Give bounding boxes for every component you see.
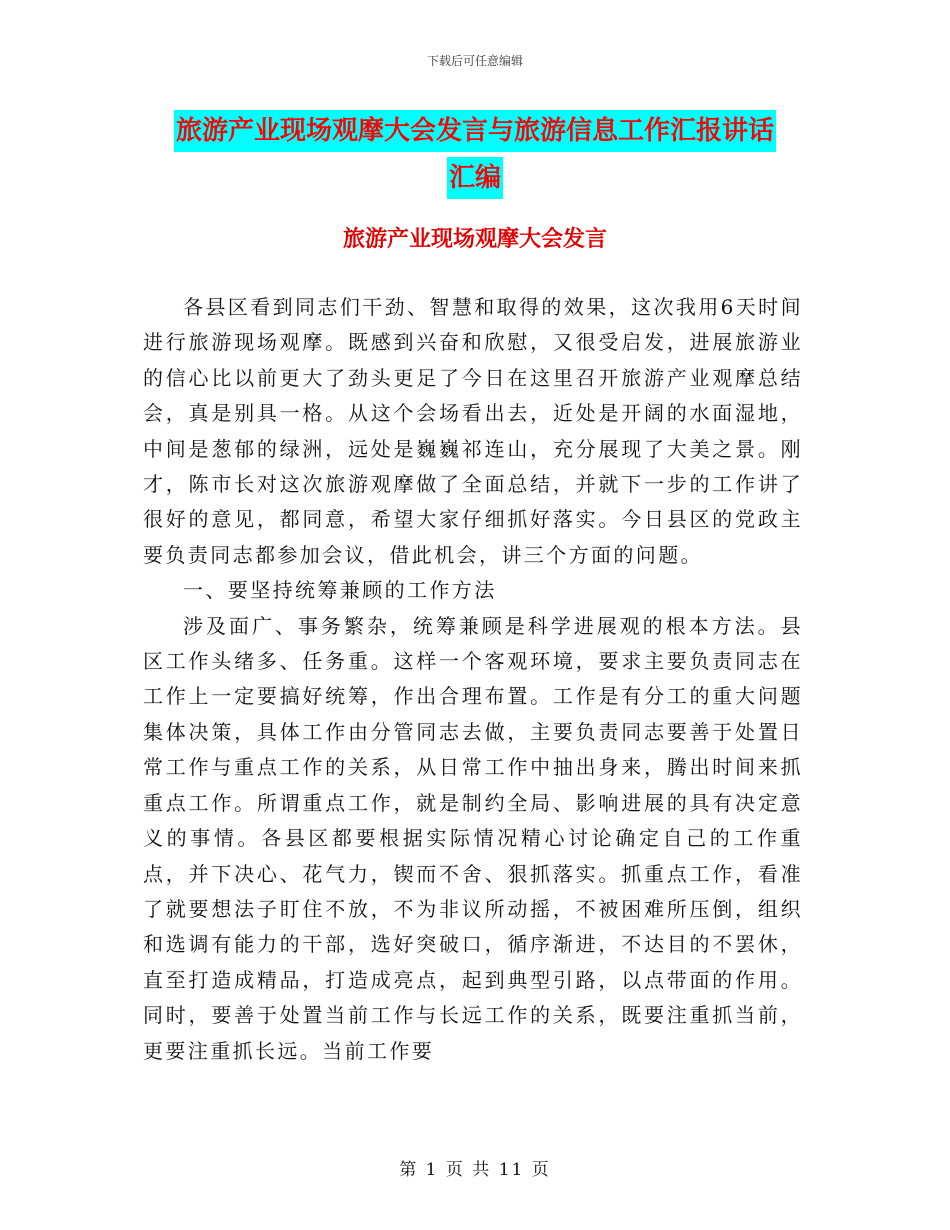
paragraph: 各县区看到同志们干劲、智慧和取得的效果，这次我用6天时间进行旅游现场观摩。既感到兴奋和欣慰，又很受启发，进展旅游业的信心比以前更大了劲头更足了今日在这里召开旅游产业观摩总结会，真是别具一格。从这个会场看出去，近处是开阔的水面湿地，中间是葱郁的绿洲，远处是巍巍祁连山，充分展现了大美之景。刚才，陈市长对这次旅游观摩做了全面总结，并就下一步的工作讲了很好的意见，都同意，希望大家仔细抓好落实。今日县区的党政主要负责同志都参加会议，借此机会，讲三个方面的问题。	[143, 295, 803, 567]
section-title: 旅游产业现场观摩大会发言	[342, 226, 607, 252]
header-note: 下载后可任意编辑	[426, 54, 523, 68]
title-line-2: 汇编	[447, 157, 503, 199]
body-text	[143, 290, 803, 1069]
document-title	[0, 110, 950, 202]
paragraph-heading: 一、要坚持统筹兼顾的工作方法	[183, 578, 497, 603]
page-footer: 第 1 页 共 11 页	[399, 1160, 551, 1180]
title-line-1: 旅游产业现场观摩大会发言与旅游信息工作汇报讲话	[174, 110, 776, 152]
paragraph: 涉及面广、事务繁杂，统筹兼顾是科学进展观的根本方法。县区工作头绪多、任务重。这样一个客观环境，要求主要负责同志在工作上一定要搞好统筹，作出合理布置。工作是有分工的重大问题集体决策，具体工作由分管同志去做，主要负责同志要善于处置日常工作与重点工作的关系，从日常工作中抽出身来，腾出时间来抓重点工作。所谓重点工作，就是制约全局、影响进展的具有决定意义的事情。各县区都要根据实际情况精心讨论确定自己的工作重点，并下决心、花气力，锲而不舍、狠抓落实。抓重点工作，看准了就要想法子盯住不放，不为非议所动摇，不被困难所压倒，组织和选调有能力的干部，选好突破口，循序渐进，不达目的不罢休，直至打造成精品，打造成亮点，起到典型引路，以点带面的作用。同时，要善于处置当前工作与长远工作的关系，既要注重抓当前，更要注重抓长远。当前工作要	[143, 613, 803, 1063]
